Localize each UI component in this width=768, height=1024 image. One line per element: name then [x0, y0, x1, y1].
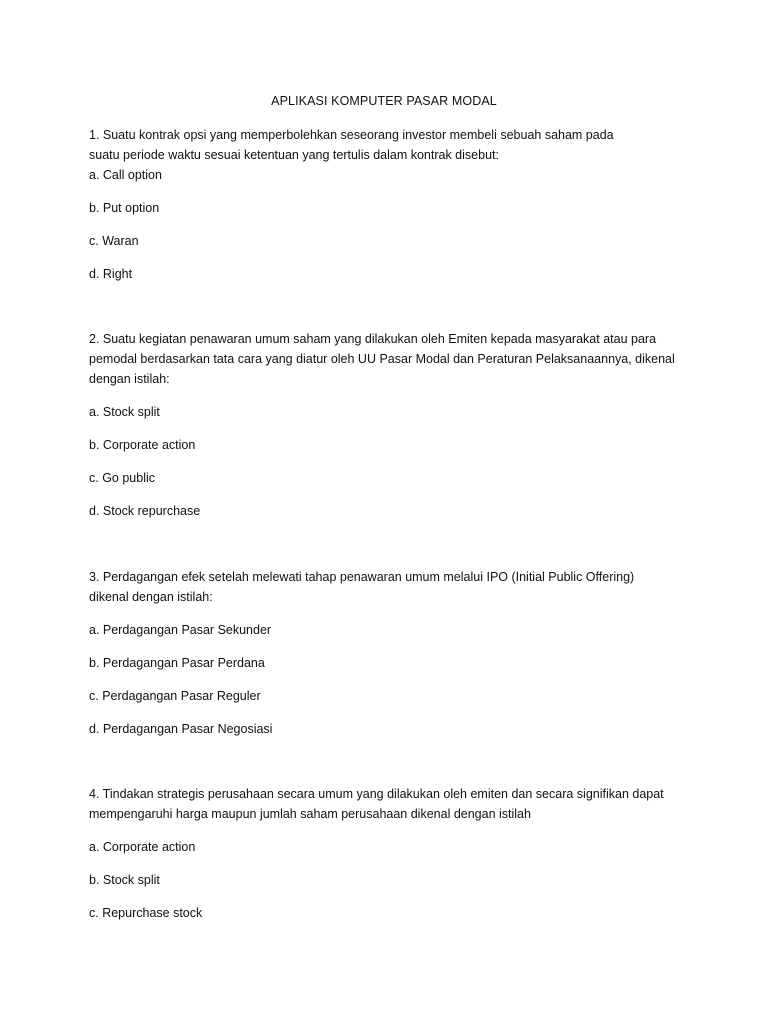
- question-4-text-line-1: 4. Tindakan strategis perusahaan secara umum yang dilakukan oleh emiten dan secara signifikan dapat: [89, 787, 664, 801]
- question-4-option-c: c. Repurchase stock: [89, 906, 203, 920]
- question-4-option-b: b. Stock split: [89, 873, 160, 887]
- question-3-text-line-2: dikenal dengan istilah:: [89, 590, 213, 604]
- question-2-option-c: c. Go public: [89, 471, 156, 485]
- question-2-option-a: a. Stock split: [89, 405, 160, 419]
- question-3-option-a: a. Perdagangan Pasar Sekunder: [89, 623, 272, 637]
- question-1-text-line-1: 1. Suatu kontrak opsi yang memperbolehkan seseorang investor membeli sebuah saham pada: [89, 128, 614, 142]
- question-1-option-a: a. Call option: [89, 168, 162, 182]
- question-2-option-d: d. Stock repurchase: [89, 504, 201, 518]
- question-1-option-c: c. Waran: [89, 234, 139, 248]
- question-1-option-b: b. Put option: [89, 201, 160, 215]
- question-4-text-line-2: mempengaruhi harga maupun jumlah saham perusahaan dikenal dengan istilah: [89, 807, 531, 821]
- question-2-text-line-2: pemodal berdasarkan tata cara yang diatur oleh UU Pasar Modal dan Peraturan Pelaksanaannya, dikenal: [89, 352, 675, 366]
- question-3-option-d: d. Perdagangan Pasar Negosiasi: [89, 722, 273, 736]
- question-2-option-b: b. Corporate action: [89, 438, 196, 452]
- question-1-option-d: d. Right: [89, 267, 133, 281]
- question-4-option-a: a. Corporate action: [89, 840, 196, 854]
- question-3-option-b: b. Perdagangan Pasar Perdana: [89, 656, 265, 670]
- question-2-text-line-3: dengan istilah:: [89, 372, 170, 386]
- document-title: APLIKASI KOMPUTER PASAR MODAL: [271, 94, 497, 108]
- question-2-text-line-1: 2. Suatu kegiatan penawaran umum saham yang dilakukan oleh Emiten kepada masyarakat atau para: [89, 332, 657, 346]
- question-3-option-c: c. Perdagangan Pasar Reguler: [89, 689, 261, 703]
- question-1-text-line-2: suatu periode waktu sesuai ketentuan yang tertulis dalam kontrak disebut:: [89, 148, 499, 162]
- question-3-text-line-1: 3. Perdagangan efek setelah melewati tahap penawaran umum melalui IPO (Initial Public Offering): [89, 570, 635, 584]
